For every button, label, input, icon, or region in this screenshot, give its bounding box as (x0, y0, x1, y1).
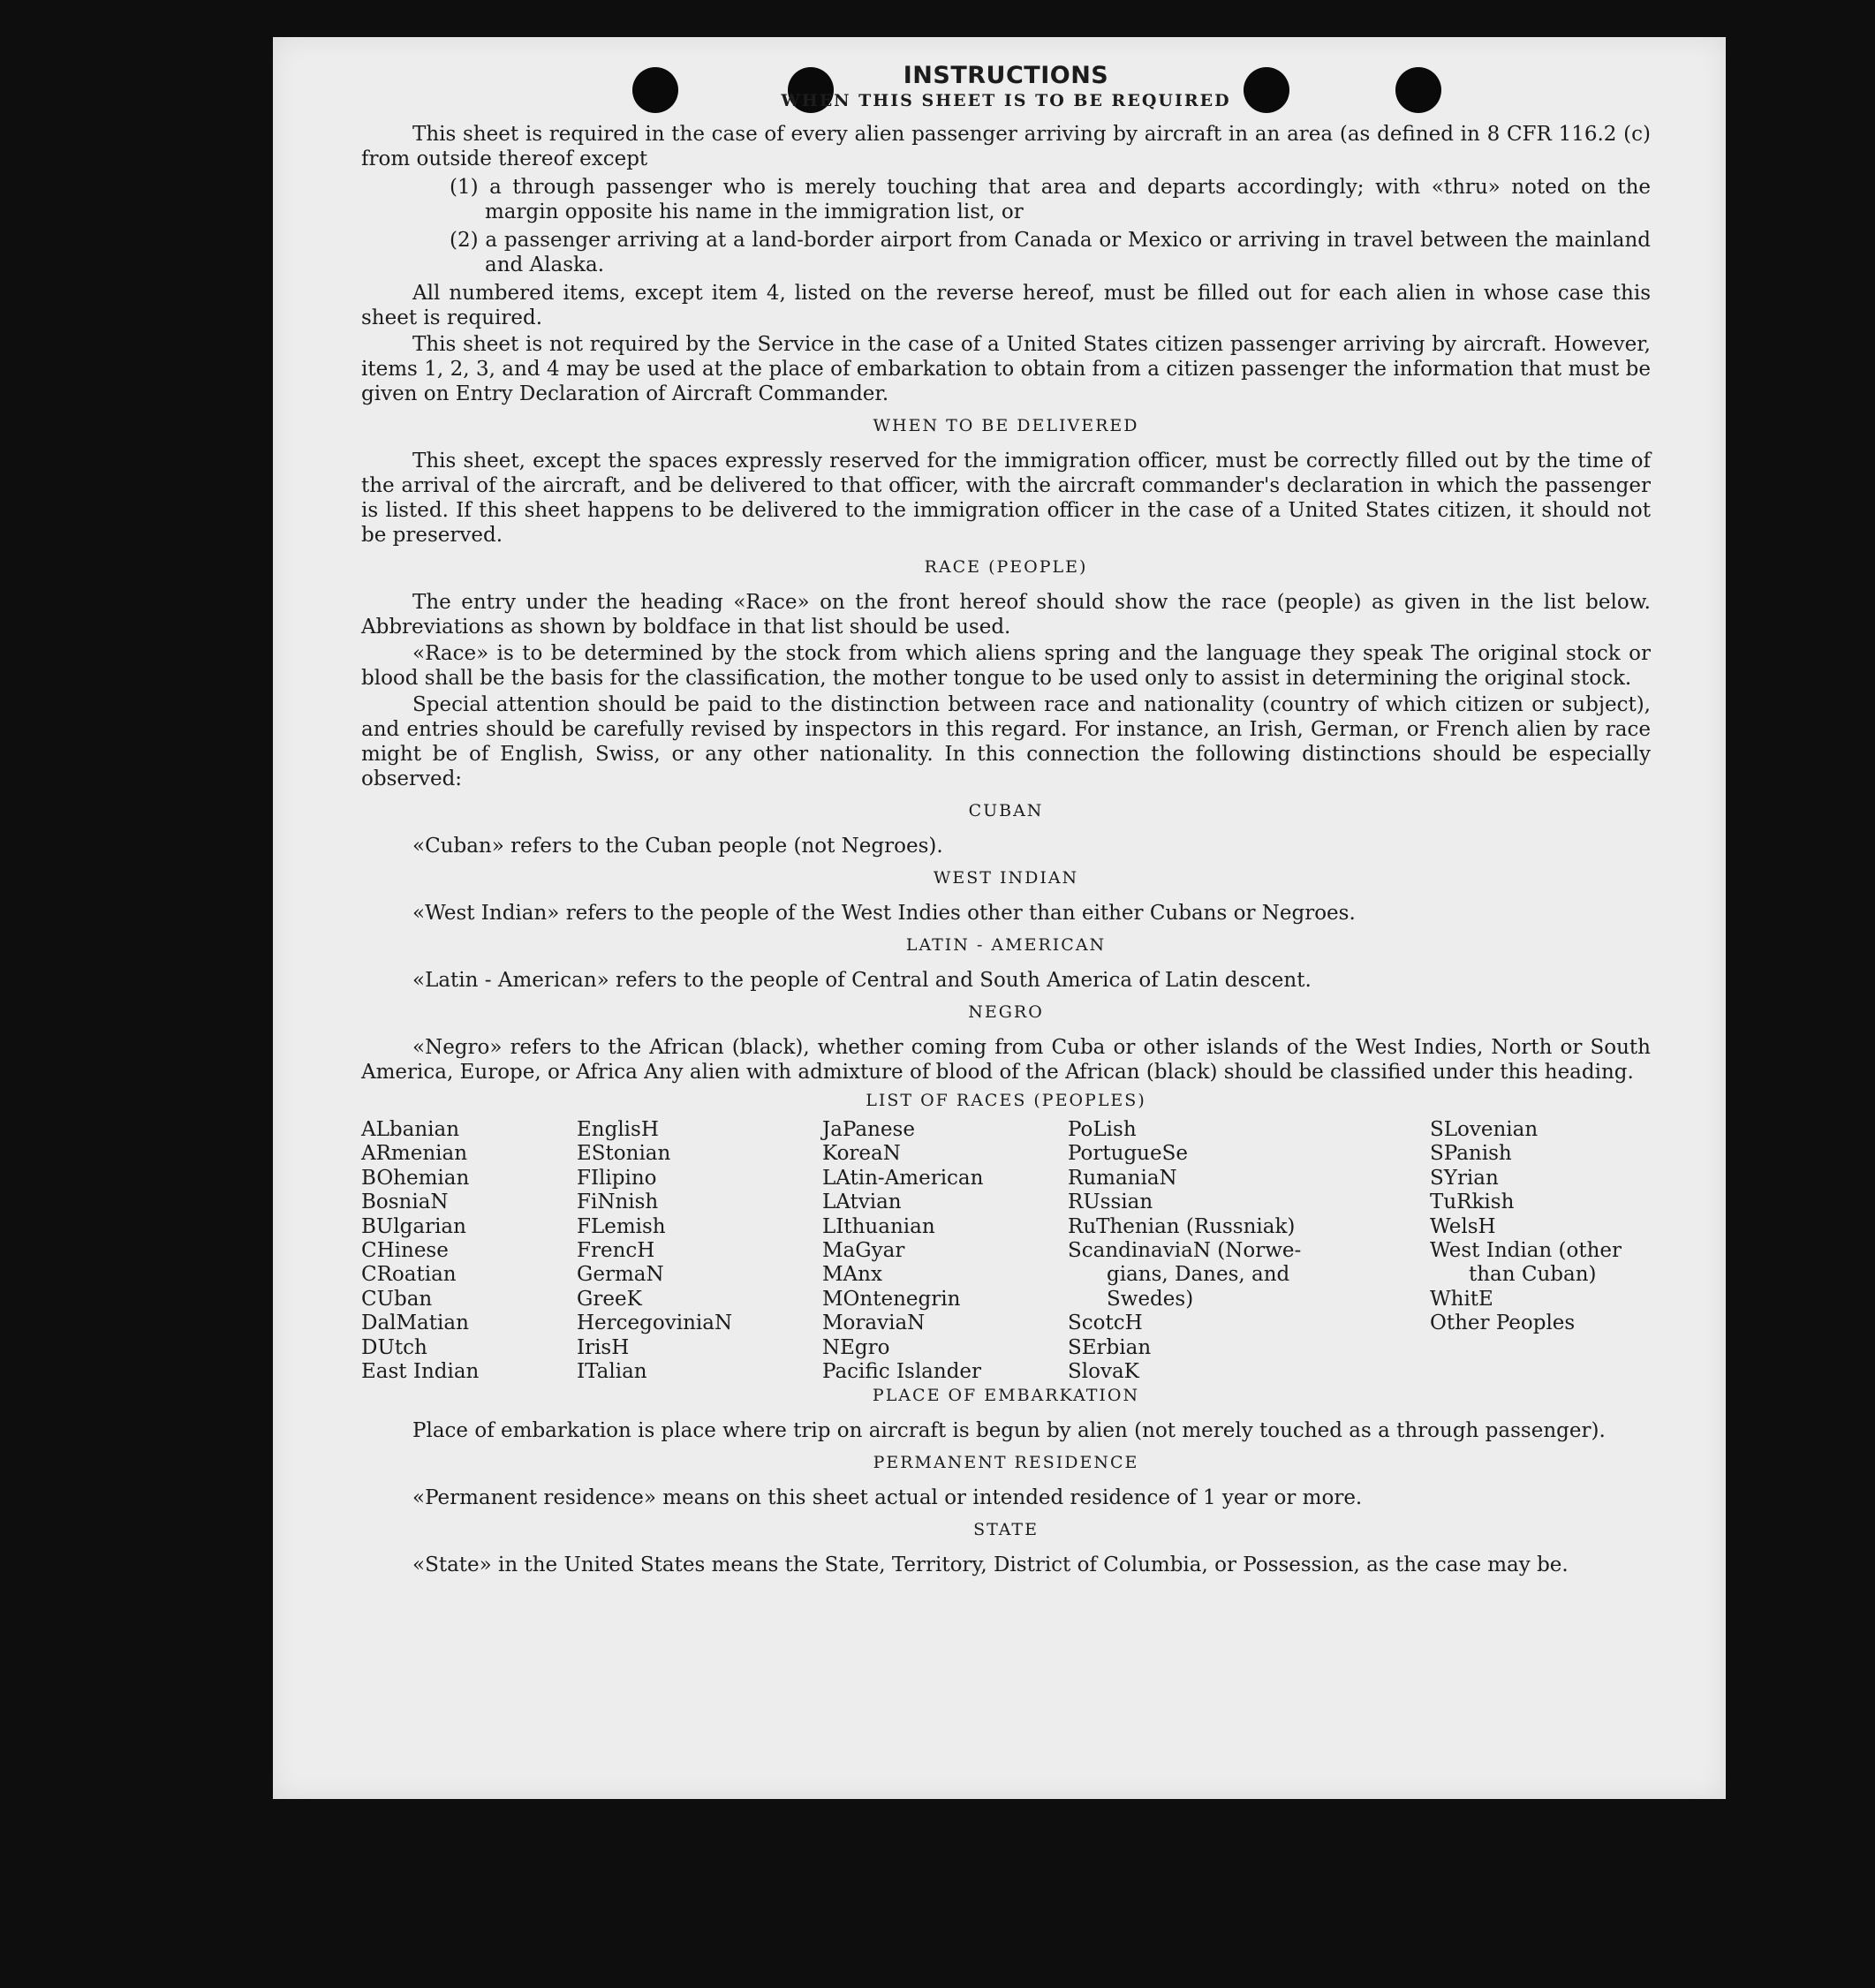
race-entry: DUtch (361, 1335, 427, 1359)
paragraph: Special attention should be paid to the distinction between race and nationality (country of which citizen or subject), and entries should be carefully revised by inspectors in this regard. For instance, an Irish, German, or French alien by race might be of English, Swiss, or any other nationality. In this connection the following distinctions should be especially observed: (361, 693, 1651, 790)
race-entry: FiNnish (577, 1191, 659, 1214)
races-list (361, 1118, 1651, 1384)
section-heading: PERMANENT RESIDENCE (873, 1453, 1139, 1472)
list-item: (1) a through passenger who is merely touching that area and departs accordingly; with «thru» noted on the margin opposite his name in the immigration list, or (450, 176, 1651, 223)
section-heading: NEGRO (968, 1002, 1044, 1022)
list-item: (2) a passenger arriving at a land-border airport from Canada or Mexico or arriving in travel between the mainland and Alaska. (450, 229, 1651, 276)
race-entry: LIthuanian (822, 1214, 935, 1238)
race-entry: Other Peoples (1430, 1311, 1576, 1335)
race-entry: RUssian (1068, 1191, 1153, 1214)
races-column (1430, 1118, 1622, 1336)
paragraph: The entry under the heading «Race» on the front hereof should show the race (people) as given in the list below. Abbreviations as shown by boldface in that list should be used. (361, 591, 1651, 639)
race-entry: GermaN (577, 1263, 664, 1287)
race-entry: East Indian (361, 1360, 480, 1384)
paragraph: Place of embarkation is place where trip on aircraft is begun by alien (not merely touched as a through passenger). (412, 1419, 1606, 1442)
race-entry: Pacific Islander (822, 1360, 982, 1384)
paragraph: «Permanent residence» means on this sheet actual or intended residence of 1 year or more. (412, 1486, 1363, 1509)
race-entry: FIlipino (577, 1166, 657, 1190)
races-column (361, 1118, 479, 1384)
race-entry: IrisH (577, 1335, 630, 1359)
race-entry: DalMatian (361, 1311, 469, 1335)
paragraph: This sheet, except the spaces expressly reserved for the immigration officer, must be correctly filled out by the time of the arrival of the aircraft, and be delivered to that officer, with the aircraft commander's declaration in which the passenger is listed. If this sheet happens to be delivered to the immigration officer in the case of a United States citizen, it should not be preserved. (361, 450, 1651, 547)
instructions-body (361, 62, 1651, 1579)
section-heading: LIST OF RACES (PEOPLES) (866, 1091, 1146, 1110)
race-entry: Swedes) (1107, 1287, 1194, 1311)
race-entry: MoraviaN (822, 1311, 926, 1335)
race-entry: WhitE (1430, 1287, 1493, 1311)
paragraph: «State» in the United States means the State, Territory, District of Columbia, or Possession, as the case may be. (412, 1553, 1569, 1576)
race-entry: JaPanese (822, 1118, 915, 1141)
race-entry: RuThenian (Russniak) (1068, 1214, 1296, 1238)
race-entry: ScandinaviaN (Norwe- (1068, 1239, 1302, 1263)
race-entry: LAtvian (822, 1191, 902, 1214)
race-entry: SPanish (1430, 1142, 1512, 1166)
paragraph: «Negro» refers to the African (black), whether coming from Cuba or other islands of the West Indies, North or South America, Europe, or Africa Any alien with admixture of blood of the African (black) should be classified under this heading. (361, 1036, 1651, 1084)
race-entry: LAtin-American (822, 1166, 984, 1190)
paragraph: «Race» is to be determined by the stock from which aliens spring and the language they speak The original stock or blood shall be the basis for the classification, the mother tongue to be used only to assist in determining the original stock. (361, 642, 1651, 690)
section-heading: RACE (PEOPLE) (924, 557, 1088, 577)
race-entry: gians, Danes, and (1107, 1263, 1290, 1287)
race-entry: PortugueSe (1068, 1142, 1188, 1166)
race-entry: than Cuban) (1469, 1263, 1597, 1287)
race-entry: BUlgarian (361, 1214, 466, 1238)
paragraph: «Latin - American» refers to the people of Central and South America of Latin descent. (412, 969, 1312, 992)
page-title: INSTRUCTIONS (903, 62, 1109, 89)
race-entry: BosniaN (361, 1191, 449, 1214)
paragraph: «West Indian» refers to the people of the West Indies other than either Cubans or Negroes. (412, 902, 1356, 925)
document-sheet (273, 37, 1726, 1799)
race-entry: NEgro (822, 1335, 890, 1359)
race-entry: CRoatian (361, 1263, 457, 1287)
races-column (822, 1118, 983, 1384)
race-entry: GreeK (577, 1287, 642, 1311)
races-column (577, 1118, 732, 1384)
race-entry: EStonian (577, 1142, 671, 1166)
section-heading: STATE (973, 1520, 1039, 1539)
section-heading: WHEN THIS SHEET IS TO BE REQUIRED (781, 91, 1231, 110)
section-heading: CUBAN (968, 801, 1044, 820)
paragraph: All numbered items, except item 4, listed on the reverse hereof, must be filled out for each alien in whose case this sheet is required. (361, 282, 1651, 329)
race-entry: CHinese (361, 1239, 449, 1263)
race-entry: SYrian (1430, 1166, 1499, 1190)
race-entry: SLovenian (1430, 1118, 1539, 1141)
race-entry: WelsH (1430, 1214, 1496, 1238)
race-entry: SlovaK (1068, 1360, 1139, 1384)
section-heading: PLACE OF EMBARKATION (872, 1386, 1140, 1405)
paragraph: «Cuban» refers to the Cuban people (not Negroes). (412, 835, 943, 858)
section-heading: WEST INDIAN (933, 868, 1079, 888)
race-entry: ITalian (577, 1360, 647, 1384)
race-entry: CUban (361, 1287, 433, 1311)
race-entry: TuRkish (1430, 1191, 1515, 1214)
race-entry: EnglisH (577, 1118, 659, 1141)
race-entry: ARmenian (361, 1142, 468, 1166)
section-heading: WHEN TO BE DELIVERED (873, 416, 1139, 435)
race-entry: West Indian (other (1430, 1239, 1622, 1263)
race-entry: MaGyar (822, 1239, 905, 1263)
race-entry: FLemish (577, 1214, 666, 1238)
race-entry: RumaniaN (1068, 1166, 1177, 1190)
race-entry: ScotcH (1068, 1311, 1143, 1335)
race-entry: HercegoviniaN (577, 1311, 733, 1335)
races-column (1068, 1118, 1301, 1384)
race-entry: MAnx (822, 1263, 882, 1287)
race-entry: SErbian (1068, 1335, 1152, 1359)
race-entry: FrencH (577, 1239, 655, 1263)
paragraph: This sheet is not required by the Service in the case of a United States citizen passenger arriving by aircraft. However, items 1, 2, 3, and 4 may be used at the place of embarkation to obtain from a citizen passenger the information that must be given on Entry Declaration of Aircraft Commander. (361, 333, 1651, 405)
race-entry: PoLish (1068, 1118, 1137, 1141)
race-entry: ALbanian (361, 1118, 460, 1141)
race-entry: MOntenegrin (822, 1287, 961, 1311)
race-entry: BOhemian (361, 1166, 470, 1190)
section-heading: LATIN - AMERICAN (905, 935, 1107, 955)
race-entry: KoreaN (822, 1142, 901, 1166)
paragraph: This sheet is required in the case of every alien passenger arriving by aircraft in an area (as defined in 8 CFR 116.2 (c) from outside thereof except (361, 123, 1651, 170)
